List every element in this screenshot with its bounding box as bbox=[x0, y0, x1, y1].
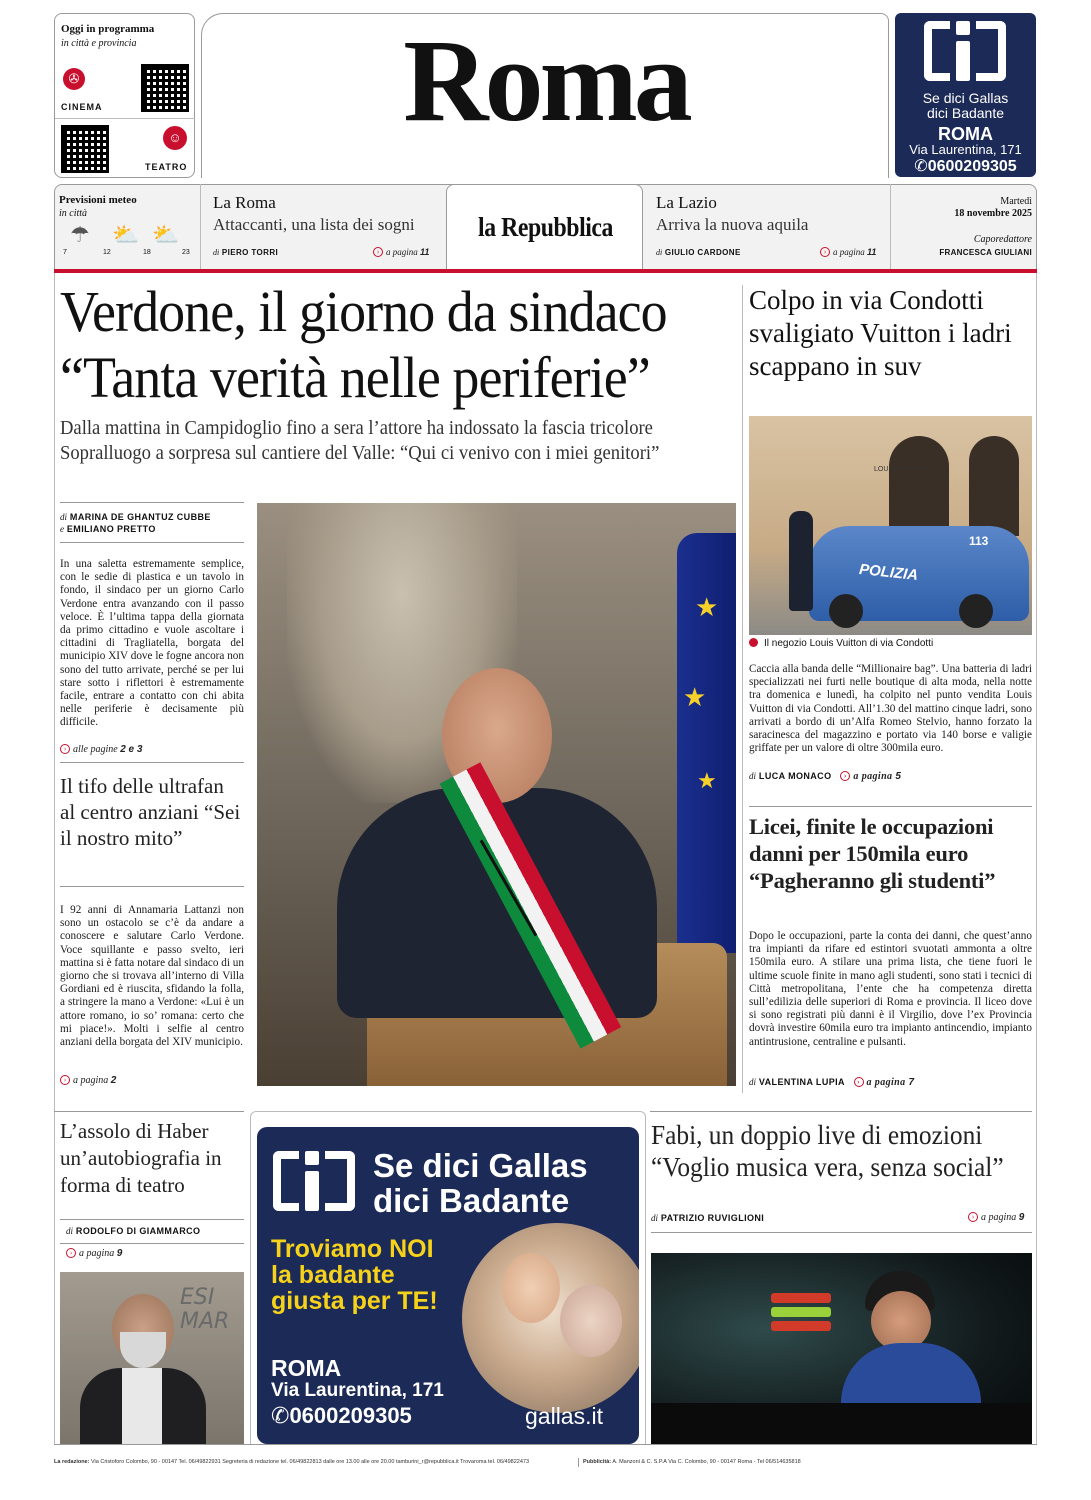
vuitton-photo bbox=[749, 416, 1032, 635]
condotti-ref[interactable]: › a pagina 5 bbox=[840, 771, 901, 782]
main-byline-2: e EMILIANO PRETTO bbox=[60, 524, 156, 534]
ad-big-site[interactable]: gallas.it bbox=[525, 1403, 603, 1429]
ad-top-address: Via Laurentina, 171 bbox=[909, 142, 1022, 157]
masthead-box bbox=[201, 13, 889, 178]
programma-subtitle: in città e provincia bbox=[61, 38, 137, 49]
gallas-logo-icon bbox=[924, 21, 1008, 85]
licei-byline: di VALENTINA LUPIA › a pagina 7 bbox=[749, 1077, 915, 1088]
ad-big-slogan-3: giusta per TE! bbox=[271, 1287, 438, 1315]
condotti-byline: di LUCA MONACO › a pagina 5 bbox=[749, 771, 902, 782]
teaser-roma[interactable] bbox=[201, 184, 446, 269]
teaser-lazio-kicker: La Lazio bbox=[656, 193, 717, 212]
fabi-ref[interactable]: › a pagina 9 bbox=[968, 1212, 1024, 1223]
main-headline-1[interactable]: Verdone, il giorno da sindaco bbox=[60, 279, 667, 344]
programma-title: Oggi in programma bbox=[61, 23, 155, 35]
haber-graffiti: ESI MAR bbox=[180, 1285, 230, 1334]
programma-box bbox=[54, 13, 195, 178]
main-ref[interactable]: › alle pagine 2 e 3 bbox=[60, 744, 142, 755]
weather-rain-icon: ☂ bbox=[70, 222, 90, 247]
teaser-lazio-ref[interactable]: › a pagina 11 bbox=[820, 247, 876, 257]
police-car-label: POLIZIA bbox=[858, 560, 919, 585]
licei-headline[interactable]: Licei, finite le occupazioni danni per 150mila euro “Pagheranno gli studenti” bbox=[749, 814, 996, 893]
ad-big-slogan-2: la badante bbox=[271, 1261, 395, 1289]
main-subhead-2: Sopralluogo a sorpresa sul cantiere del Valle: “Qui ci venivo con i miei genitori” bbox=[60, 442, 660, 464]
haber-photo bbox=[60, 1272, 244, 1444]
weather-partly-cloudy-icon: ⛅ bbox=[152, 222, 180, 247]
condotti-headline[interactable]: Colpo in via Condotti svaligiato Vuitton i ladri scappano in suv bbox=[749, 285, 1012, 381]
footer-pubblicita: Pubblicità: A. Manzoni & C. S.P.A Via C. Colombo, 90 - 00147 Roma - Tel 06/514635818 bbox=[583, 1459, 801, 1465]
ad-top-line2: dici Badante bbox=[926, 105, 1005, 121]
teaser-roma-headline: Attaccanti, una lista dei sogni bbox=[213, 215, 415, 234]
meteo-time: 7 bbox=[63, 249, 67, 256]
meteo-time: 18 bbox=[143, 249, 151, 256]
police-car bbox=[809, 526, 1029, 621]
teaser-lazio-byline: di GIULIO CARDONE bbox=[656, 248, 741, 257]
meteo-subtitle: in città bbox=[59, 208, 88, 219]
main-subhead-1: Dalla mattina in Campidoglio fino a sera l’attore ha indossato la fascia tricolore bbox=[60, 417, 653, 439]
haber-byline: di RODOLFO DI GIAMMARCO bbox=[66, 1226, 201, 1236]
verdone-photo bbox=[257, 503, 736, 1086]
main-byline-1: di MARINA DE GHANTUZ CUBBE bbox=[60, 512, 211, 522]
date-box bbox=[891, 184, 1034, 269]
ad-big-city: ROMA bbox=[271, 1355, 342, 1381]
phone-icon: ✆ bbox=[271, 1403, 290, 1428]
teatro-qr-code[interactable] bbox=[61, 125, 109, 173]
fabi-photo bbox=[651, 1253, 1032, 1444]
footer-redazione: La redazione: Via Cristoforo Colombo, 90 - 00147 Tel. 06/49822931 Segreteria di redazione tel. 06/49822813 dalle ore 13.00 alle ore 20.00 tamburini_r@repubblica.it Trovaroma tel. 06/49822473 bbox=[54, 1459, 530, 1465]
ad-photo-circle bbox=[462, 1223, 639, 1413]
tifo-headline[interactable]: Il tifo delle ultrafan al centro anziani “Sei il nostro mito” bbox=[60, 774, 241, 850]
phone-icon: ✆ bbox=[914, 158, 928, 175]
meteo-time: 23 bbox=[182, 249, 190, 256]
ad-top-phone-number: 0600209305 bbox=[927, 158, 1017, 175]
fabi-headline-1[interactable]: Fabi, un doppio live di emozioni bbox=[651, 1120, 983, 1150]
ad-big-slogan-1: Troviamo NOI bbox=[271, 1235, 434, 1263]
cinema-label[interactable]: CINEMA bbox=[61, 102, 103, 112]
ad-top-phone bbox=[895, 156, 1036, 176]
weather-partly-cloudy-icon: ⛅ bbox=[112, 222, 140, 247]
eu-flag: ★ ★ ★ bbox=[677, 533, 736, 953]
brand-logo: la Repubblica bbox=[478, 212, 613, 242]
ad-top-city: ROMA bbox=[938, 124, 993, 144]
store-sign: LOUIS VUITTON bbox=[874, 466, 928, 473]
date-day: Martedì bbox=[1000, 196, 1032, 207]
editor-role: Caporedattore bbox=[973, 234, 1032, 245]
ad-big-line1: Se dici Gallas bbox=[373, 1147, 588, 1184]
ad-top-gallas[interactable] bbox=[895, 13, 1036, 177]
teaser-lazio[interactable] bbox=[644, 184, 889, 269]
licei-body: Dopo le occupazioni, parte la conta dei danni, che quest’anno tra impianti da rifare ed estintori svuotati ammonta a oltre 150mila euro. A stilare una prima lista, che tiene fuori le ultime scuole finite in mano agli studenti, sono stati i tecnici di Città metropolitana, l’ente che ha competenza diretta sull’edilizia delle superiori di Roma e provincia. Il liceo dove si sono registrati più danni è il Virgilio, dove l’ex Provincia dovrà investire 60mila euro tra impianto antincendio, impianto antintrusione, centraline e pulsanti. bbox=[749, 930, 1032, 1048]
meteo-time: 12 bbox=[103, 249, 111, 256]
police-officer bbox=[789, 511, 813, 611]
teatro-icon: ☺ bbox=[163, 126, 187, 150]
brand-box bbox=[446, 184, 643, 269]
ad-big-address: Via Laurentina, 171 bbox=[271, 1380, 444, 1401]
police-car-number: 113 bbox=[969, 534, 989, 548]
main-body: In una saletta estremamente semplice, con le sedie di plastica e un tavolo in fondo, il sindaco per un giorno Carlo Verdone entra avanzando con il passo veloce. È l’ultima tappa della giornata da primo cittadino e vuole ascoltare i cittadini di Tragliatella, borgata del municipio XIV dove le fogne ancora non sono del tutto arrivate, perché se per lui stare sotto i riflettori è estremamente facile, entrare a contatto con chi abita nelle periferie è decisamente più difficile. bbox=[60, 558, 244, 729]
tifo-body: I 92 anni di Annamaria Lattanzi non sono un ostacolo se c’è da andare a conoscere e salutare Carlo Verdone. Voce squillante e passo svelto, ieri mattina si è fatta notare dal sindaco di un giorno che si trovava all’interno di Villa Gordiani ed è riuscita, sfidando la folla, a stringere la mano a Verdone: «Lui è un attore romano, io so’ romana: certo che mi piace!». Molti i selfie al centro anziani della borgata del XIV municipio. bbox=[60, 904, 244, 1049]
main-headline-2[interactable]: “Tanta verità nelle periferie” bbox=[60, 345, 650, 410]
masthead-title: Roma bbox=[403, 15, 689, 146]
caption-dot-icon bbox=[749, 638, 758, 647]
cinema-qr-code[interactable] bbox=[141, 64, 189, 112]
licei-ref[interactable]: › a pagina 7 bbox=[854, 1077, 915, 1088]
ad-big-phone bbox=[271, 1403, 412, 1429]
ad-big-line2: dici Badante bbox=[373, 1182, 570, 1219]
haber-ref[interactable]: › a pagina 9 bbox=[66, 1248, 122, 1259]
cinema-icon: ✇ bbox=[63, 68, 85, 90]
meteo-title: Previsioni meteo bbox=[59, 194, 137, 206]
teaser-roma-ref[interactable]: › a pagina 11 bbox=[373, 247, 429, 257]
condotti-body: Caccia alla banda delle “Millionaire bag”. Una batteria di ladri specializzati nei furti nelle boutique di alta moda, nella notte tra domenica e lunedì, ha colpito nel punto vendita Louis Vuitton di via Condotti. All’1.30 del mattino cinque ladri, sono arrivati a bordo di un’Alfa Romeo Stelvio, hanno forzato la saracinesca del magazzino e portato via 140 borse e valigie griffate per un valore di oltre 300mila euro. bbox=[749, 663, 1032, 755]
condotti-caption: Il negozio Louis Vuitton di via Condotti bbox=[749, 638, 933, 649]
haber-headline[interactable]: L’assolo di Haber un’autobiografia in forma di teatro bbox=[60, 1119, 222, 1197]
fabi-byline: di PATRIZIO RUVIGLIONI bbox=[651, 1213, 765, 1223]
editor-name: FRANCESCA GIULIANI bbox=[939, 248, 1032, 257]
teaser-roma-byline: di PIERO TORRI bbox=[213, 248, 279, 257]
meteo-box bbox=[54, 184, 195, 269]
date-date: 18 novembre 2025 bbox=[954, 208, 1032, 219]
tifo-ref[interactable]: › a pagina 2 bbox=[60, 1075, 116, 1086]
ad-top-line1: Se dici Gallas bbox=[922, 90, 1009, 106]
fabi-headline-2[interactable]: “Voglio musica vera, senza social” bbox=[651, 1152, 1004, 1182]
teaser-roma-kicker: La Roma bbox=[213, 193, 276, 212]
teatro-label[interactable]: TEATRO bbox=[145, 162, 188, 172]
gallas-logo-icon bbox=[273, 1151, 359, 1213]
ad-big-phone-number: 0600209305 bbox=[289, 1403, 412, 1428]
teaser-lazio-headline: Arriva la nuova aquila bbox=[656, 215, 809, 234]
ad-big-gallas[interactable] bbox=[257, 1127, 639, 1444]
